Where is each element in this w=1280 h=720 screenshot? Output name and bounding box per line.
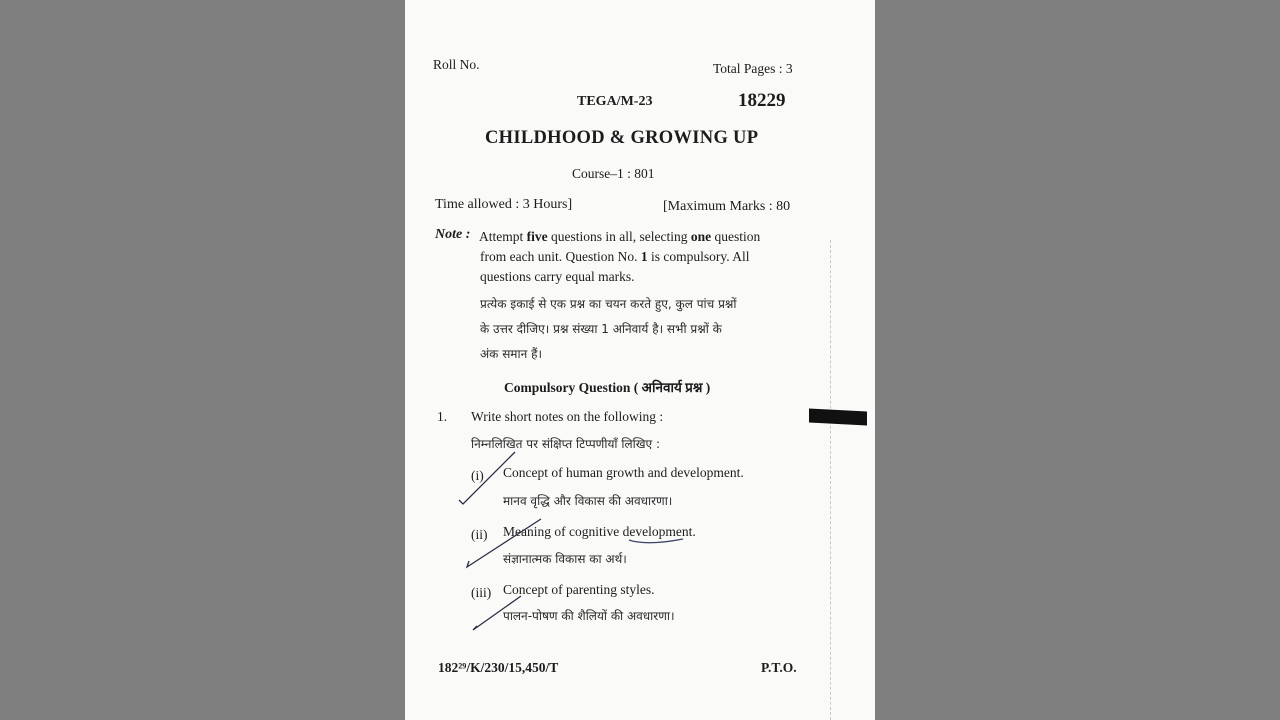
- paper-number: 18229: [738, 90, 786, 111]
- note-line-3: questions carry equal marks.: [480, 269, 635, 284]
- roll-no-label: Roll No.: [433, 57, 480, 72]
- part-label-iii: (iii): [471, 585, 492, 600]
- pen-tick-icon: [471, 590, 531, 635]
- part-text-i: Concept of human growth and development.: [503, 465, 744, 480]
- exam-paper-page: [405, 0, 875, 720]
- part-text-iii: Concept of parenting styles.: [503, 582, 655, 597]
- note-hindi-line-2: के उत्तर दीजिए। प्रश्न संख्या 1 अनिवार्य है। सभी प्रश्नों के: [480, 322, 722, 336]
- note-hindi-line-3: अंक समान हैं।: [480, 347, 542, 361]
- pen-underline-icon: [627, 536, 687, 548]
- note-label: Note :: [435, 227, 471, 242]
- part-text-i-hindi: मानव वृद्धि और विकास की अवधारणा।: [503, 494, 673, 508]
- question-text: Write short notes on the following :: [471, 409, 664, 424]
- total-pages: Total Pages : 3: [713, 61, 793, 76]
- section-heading: Compulsory Question ( अनिवार्य प्रश्न ): [504, 380, 711, 395]
- pen-tick-icon: [455, 450, 525, 510]
- part-text-ii: Meaning of cognitive development.: [503, 524, 696, 539]
- course-info: Course–1 : 801: [572, 166, 655, 181]
- question-number: 1.: [437, 409, 448, 424]
- paper-title: CHILDHOOD & GROWING UP: [485, 128, 759, 148]
- note-line-1: Attempt five questions in all, selecting one question: [479, 229, 761, 244]
- part-text-iii-hindi: पालन-पोषण की शैलियों की अवधारणा।: [503, 609, 675, 623]
- maximum-marks: [Maximum Marks : 80: [663, 199, 791, 214]
- paper-code: TEGA/M-23: [577, 94, 653, 109]
- scan-black-mark: [809, 408, 867, 425]
- part-label-ii: (ii): [471, 527, 488, 542]
- part-text-ii-hindi: संज्ञानात्मक विकास का अर्थ।: [503, 552, 627, 566]
- note-hindi-line-1: प्रत्येक इकाई से एक प्रश्न का चयन करते हुए, कुल पांच प्रश्नों: [480, 297, 737, 311]
- print-code: 182²⁹/K/230/15,450/T: [438, 660, 559, 675]
- part-label-i: (i): [471, 468, 484, 483]
- scan-artifact-line: [830, 240, 832, 720]
- pen-tick-icon: [465, 515, 545, 575]
- time-allowed: Time allowed : 3 Hours]: [435, 197, 573, 212]
- pto-label: P.T.O.: [761, 660, 797, 675]
- question-text-hindi: निम्नलिखित पर संक्षिप्त टिप्पणीयाँ लिखिए :: [471, 437, 661, 451]
- note-line-2: from each unit. Question No. 1 is compulsory. All: [480, 249, 750, 264]
